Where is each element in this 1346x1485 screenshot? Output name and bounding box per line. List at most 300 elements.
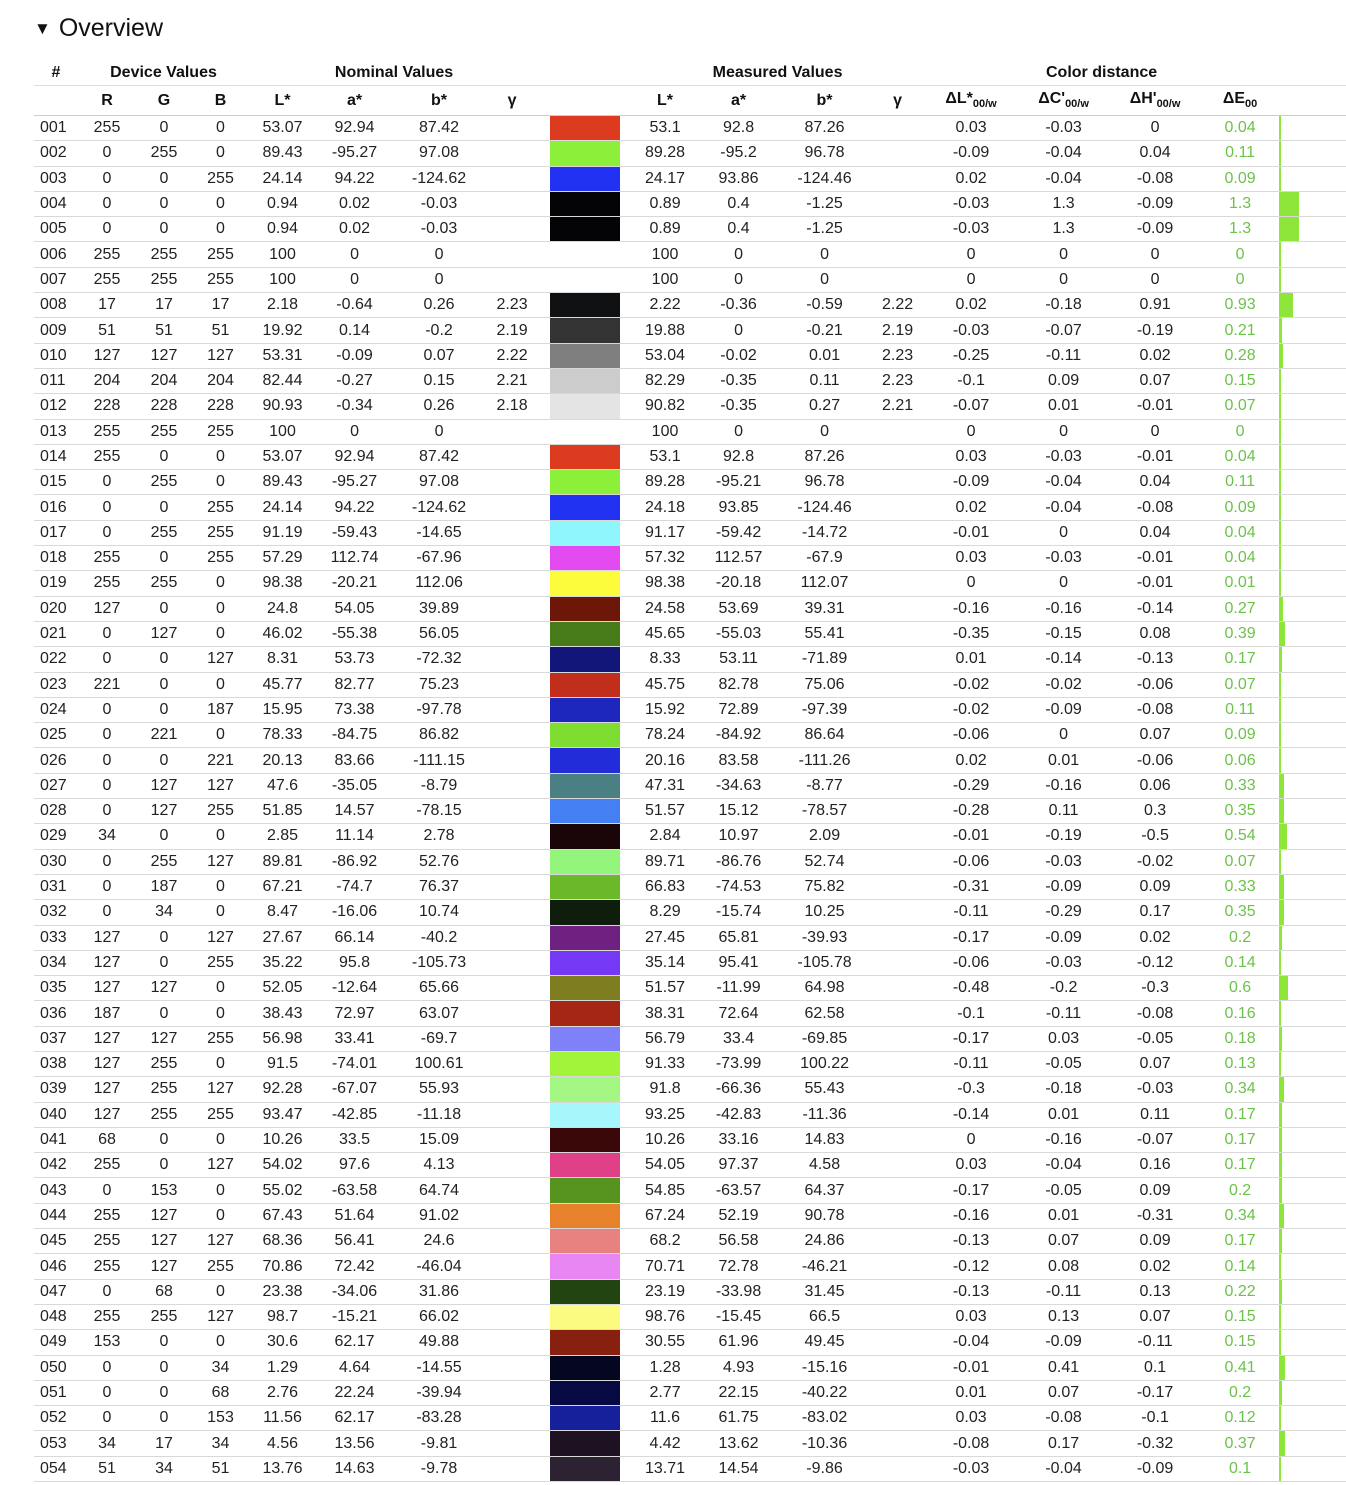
cell-delta-h: -0.19 (1109, 318, 1201, 343)
cell-measured-gamma (871, 444, 924, 469)
color-swatch (550, 445, 620, 469)
cell-nominal-a: 33.41 (316, 1026, 393, 1051)
cell-delta-c: -0.03 (1018, 546, 1109, 571)
cell-nominal-gamma (485, 1001, 539, 1026)
cell-delta-l: -0.03 (924, 217, 1018, 242)
cell-delta-c: -0.07 (1018, 318, 1109, 343)
cell-measured-a: -15.74 (699, 900, 778, 925)
cell-delta-l: -0.16 (924, 596, 1018, 621)
cell-nominal-gamma (485, 849, 539, 874)
cell-measured-l: 54.85 (631, 1178, 699, 1203)
delta-e-bar (1279, 420, 1281, 444)
cell-delta-c: 0 (1018, 520, 1109, 545)
cell-measured-l: 1.28 (631, 1355, 699, 1380)
cell-nominal-l: 55.02 (249, 1178, 316, 1203)
cell-nominal-b: -9.81 (393, 1431, 485, 1456)
cell-nominal-a: 66.14 (316, 925, 393, 950)
cell-nominal-gamma (485, 470, 539, 495)
col-delta-e: $\Delta E_{00}$ (1201, 86, 1279, 116)
cell-nominal-gamma (485, 191, 539, 216)
cell-delta-c: -0.11 (1018, 1279, 1109, 1304)
cell-nominal-l: 1.29 (249, 1355, 316, 1380)
cell-delta-e: 0.04 (1201, 116, 1279, 141)
cell-delta-h: 0 (1109, 267, 1201, 292)
cell-nominal-b: 0 (393, 267, 485, 292)
cell-b: 127 (192, 1153, 249, 1178)
cell-delta-h: -0.11 (1109, 1330, 1201, 1355)
cell-delta-l: -0.06 (924, 849, 1018, 874)
cell-measured-l: 27.45 (631, 925, 699, 950)
cell-g: 127 (136, 799, 192, 824)
cell-delta-e: 0.04 (1201, 444, 1279, 469)
cell-swatch (539, 672, 631, 697)
overview-section-toggle[interactable] (34, 14, 163, 43)
delta-e-bar (1279, 571, 1281, 595)
cell-delta-h: 0.13 (1109, 1279, 1201, 1304)
cell-b: 0 (192, 470, 249, 495)
table-row (34, 950, 1346, 975)
color-distance-header: Color distance (1046, 63, 1158, 81)
cell-delta-l: -0.09 (924, 141, 1018, 166)
cell-delta-c: -0.03 (1018, 950, 1109, 975)
cell-nominal-b: -0.2 (393, 318, 485, 343)
delta-e-bar (1279, 141, 1281, 165)
cell-measured-l: 91.33 (631, 1051, 699, 1076)
cell-delta-e-bar (1279, 141, 1346, 166)
cell-r: 127 (78, 925, 136, 950)
color-swatch (550, 597, 620, 621)
cell-measured-a: 95.41 (699, 950, 778, 975)
cell-measured-gamma (871, 1178, 924, 1203)
cell-delta-h: 0.09 (1109, 1178, 1201, 1203)
cell-measured-l: 8.33 (631, 647, 699, 672)
cell-delta-e-bar (1279, 849, 1346, 874)
cell-measured-a: 0 (699, 419, 778, 444)
cell-swatch (539, 874, 631, 899)
cell-measured-a: 61.75 (699, 1406, 778, 1431)
cell-measured-a: -34.63 (699, 773, 778, 798)
cell-measured-gamma (871, 773, 924, 798)
cell-index: 017 (34, 520, 78, 545)
cell-index: 002 (34, 141, 78, 166)
cell-delta-e-bar (1279, 950, 1346, 975)
cell-measured-b: 55.41 (778, 621, 871, 646)
cell-measured-b: -14.72 (778, 520, 871, 545)
cell-measured-a: -0.36 (699, 293, 778, 318)
cell-measured-gamma (871, 621, 924, 646)
cell-measured-b: -11.36 (778, 1102, 871, 1127)
cell-b: 0 (192, 1330, 249, 1355)
cell-swatch (539, 849, 631, 874)
color-swatch (550, 192, 620, 216)
cell-measured-a: 10.97 (699, 824, 778, 849)
cell-r: 255 (78, 546, 136, 571)
cell-nominal-b: -46.04 (393, 1254, 485, 1279)
cell-b: 127 (192, 849, 249, 874)
delta-e-bar (1279, 1077, 1284, 1101)
cell-index: 013 (34, 419, 78, 444)
table-row (34, 343, 1346, 368)
cell-measured-a: 0 (699, 267, 778, 292)
cell-delta-h: -0.32 (1109, 1431, 1201, 1456)
cell-measured-a: -15.45 (699, 1304, 778, 1329)
cell-nominal-l: 100 (249, 242, 316, 267)
cell-r: 0 (78, 723, 136, 748)
cell-delta-c: -0.03 (1018, 849, 1109, 874)
cell-nominal-l: 89.43 (249, 141, 316, 166)
cell-swatch (539, 950, 631, 975)
cell-delta-e: 0.09 (1201, 723, 1279, 748)
cell-delta-e: 0.15 (1201, 368, 1279, 393)
cell-delta-e: 0.04 (1201, 520, 1279, 545)
cell-delta-c: -0.19 (1018, 824, 1109, 849)
cell-delta-h: -0.09 (1109, 217, 1201, 242)
cell-nominal-l: 2.18 (249, 293, 316, 318)
cell-nominal-b: 65.66 (393, 976, 485, 1001)
cell-b: 0 (192, 1001, 249, 1026)
cell-index: 040 (34, 1102, 78, 1127)
cell-delta-h: -0.3 (1109, 976, 1201, 1001)
cell-nominal-a: 92.94 (316, 116, 393, 141)
cell-nominal-b: 4.13 (393, 1153, 485, 1178)
cell-delta-l: -0.48 (924, 976, 1018, 1001)
table-row (34, 368, 1346, 393)
cell-measured-b: 87.26 (778, 116, 871, 141)
cell-measured-gamma (871, 1431, 924, 1456)
cell-nominal-b: 15.09 (393, 1127, 485, 1152)
cell-g: 255 (136, 1051, 192, 1076)
cell-b: 0 (192, 1279, 249, 1304)
nominal-values-header: Nominal Values (334, 63, 454, 81)
cell-g: 127 (136, 1229, 192, 1254)
color-swatch (550, 470, 620, 494)
cell-index: 029 (34, 824, 78, 849)
cell-delta-l: 0.02 (924, 293, 1018, 318)
cell-delta-h: -0.17 (1109, 1380, 1201, 1405)
cell-g: 0 (136, 1330, 192, 1355)
cell-nominal-l: 15.95 (249, 697, 316, 722)
cell-nominal-a: 0.02 (316, 217, 393, 242)
table-row (34, 267, 1346, 292)
cell-nominal-gamma (485, 1051, 539, 1076)
cell-delta-c: -0.03 (1018, 116, 1109, 141)
cell-measured-a: 0 (699, 318, 778, 343)
cell-delta-e-bar (1279, 773, 1346, 798)
cell-b: 255 (192, 166, 249, 191)
color-swatch (550, 1153, 620, 1177)
cell-nominal-gamma (485, 1254, 539, 1279)
cell-nominal-l: 67.21 (249, 874, 316, 899)
table-row (34, 116, 1346, 141)
cell-nominal-a: -0.64 (316, 293, 393, 318)
delta-e-bar (1279, 1457, 1281, 1481)
cell-measured-a: 83.58 (699, 748, 778, 773)
cell-swatch (539, 495, 631, 520)
cell-g: 255 (136, 571, 192, 596)
cell-index: 008 (34, 293, 78, 318)
cell-measured-b: 52.74 (778, 849, 871, 874)
cell-g: 255 (136, 419, 192, 444)
cell-index: 034 (34, 950, 78, 975)
delta-e-bar (1279, 698, 1281, 722)
cell-delta-l: -0.28 (924, 799, 1018, 824)
cell-swatch (539, 1229, 631, 1254)
cell-delta-h: -0.01 (1109, 444, 1201, 469)
color-swatch (550, 1330, 620, 1354)
cell-delta-e-bar (1279, 571, 1346, 596)
cell-delta-e: 0.15 (1201, 1330, 1279, 1355)
color-swatch (550, 951, 620, 975)
cell-delta-e-bar (1279, 1304, 1346, 1329)
cell-nominal-b: 39.89 (393, 596, 485, 621)
cell-delta-l: -0.06 (924, 723, 1018, 748)
cell-nominal-gamma (485, 1203, 539, 1228)
table-row (34, 495, 1346, 520)
color-swatch (550, 116, 620, 140)
cell-delta-l: 0 (924, 242, 1018, 267)
cell-measured-a: 53.11 (699, 647, 778, 672)
cell-measured-gamma (871, 1279, 924, 1304)
cell-nominal-b: 10.74 (393, 900, 485, 925)
cell-measured-a: 72.64 (699, 1001, 778, 1026)
cell-index: 004 (34, 191, 78, 216)
cell-delta-e: 0.34 (1201, 1203, 1279, 1228)
cell-delta-e-bar (1279, 368, 1346, 393)
cell-index: 009 (34, 318, 78, 343)
cell-g: 0 (136, 950, 192, 975)
color-swatch (550, 344, 620, 368)
color-swatch (550, 1128, 620, 1152)
cell-nominal-l: 52.05 (249, 976, 316, 1001)
cell-g: 221 (136, 723, 192, 748)
cell-g: 127 (136, 1203, 192, 1228)
cell-delta-e: 0.33 (1201, 874, 1279, 899)
cell-delta-h: 0.09 (1109, 1229, 1201, 1254)
cell-measured-a: 52.19 (699, 1203, 778, 1228)
cell-delta-e: 0.11 (1201, 697, 1279, 722)
cell-nominal-l: 100 (249, 419, 316, 444)
cell-r: 255 (78, 1304, 136, 1329)
table-row (34, 1127, 1346, 1152)
table-row (34, 900, 1346, 925)
cell-delta-h: 0.07 (1109, 1304, 1201, 1329)
color-swatch (550, 1103, 620, 1127)
cell-measured-b: 31.45 (778, 1279, 871, 1304)
cell-delta-h: -0.13 (1109, 647, 1201, 672)
table-row (34, 596, 1346, 621)
cell-delta-e: 0.04 (1201, 546, 1279, 571)
cell-index: 001 (34, 116, 78, 141)
cell-delta-e-bar (1279, 217, 1346, 242)
cell-delta-c: -0.11 (1018, 1001, 1109, 1026)
cell-nominal-a: -55.38 (316, 621, 393, 646)
cell-index: 022 (34, 647, 78, 672)
cell-nominal-gamma: 2.21 (485, 368, 539, 393)
cell-b: 34 (192, 1431, 249, 1456)
cell-nominal-l: 0.94 (249, 191, 316, 216)
cell-index: 051 (34, 1380, 78, 1405)
cell-r: 255 (78, 116, 136, 141)
cell-measured-l: 20.16 (631, 748, 699, 773)
cell-b: 0 (192, 723, 249, 748)
cell-b: 255 (192, 242, 249, 267)
table-row (34, 925, 1346, 950)
cell-swatch (539, 1304, 631, 1329)
cell-delta-e: 0.2 (1201, 1178, 1279, 1203)
cell-nominal-a: 0 (316, 267, 393, 292)
cell-measured-gamma (871, 672, 924, 697)
cell-nominal-l: 91.5 (249, 1051, 316, 1076)
cell-g: 255 (136, 1304, 192, 1329)
cell-g: 127 (136, 621, 192, 646)
cell-swatch (539, 647, 631, 672)
cell-nominal-b: 2.78 (393, 824, 485, 849)
cell-nominal-gamma (485, 950, 539, 975)
cell-delta-h: 0.16 (1109, 1153, 1201, 1178)
cell-measured-gamma (871, 1127, 924, 1152)
cell-index: 036 (34, 1001, 78, 1026)
cell-nominal-a: 13.56 (316, 1431, 393, 1456)
cell-nominal-gamma (485, 444, 539, 469)
cell-delta-e-bar (1279, 1203, 1346, 1228)
cell-nominal-a: -86.92 (316, 849, 393, 874)
cell-nominal-l: 93.47 (249, 1102, 316, 1127)
cell-measured-gamma (871, 900, 924, 925)
cell-nominal-b: 0.26 (393, 394, 485, 419)
cell-delta-h: -0.07 (1109, 1127, 1201, 1152)
cell-delta-e-bar (1279, 1330, 1346, 1355)
cell-measured-l: 98.76 (631, 1304, 699, 1329)
cell-swatch (539, 1178, 631, 1203)
delta-e-bar (1279, 242, 1281, 266)
cell-delta-e-bar (1279, 1456, 1346, 1481)
cell-delta-l: -0.11 (924, 900, 1018, 925)
cell-nominal-gamma (485, 1153, 539, 1178)
cell-r: 127 (78, 1026, 136, 1051)
cell-delta-l: -0.3 (924, 1077, 1018, 1102)
cell-measured-l: 90.82 (631, 394, 699, 419)
cell-nominal-b: -8.79 (393, 773, 485, 798)
cell-nominal-b: 24.6 (393, 1229, 485, 1254)
cell-b: 255 (192, 520, 249, 545)
cell-measured-b: 39.31 (778, 596, 871, 621)
cell-nominal-a: 54.05 (316, 596, 393, 621)
table-row (34, 520, 1346, 545)
cell-nominal-a: 97.6 (316, 1153, 393, 1178)
cell-measured-gamma (871, 141, 924, 166)
cell-delta-h: -0.01 (1109, 546, 1201, 571)
cell-measured-a: 82.78 (699, 672, 778, 697)
cell-b: 0 (192, 621, 249, 646)
cell-swatch (539, 723, 631, 748)
cell-measured-a: 33.16 (699, 1127, 778, 1152)
delta-e-bar (1279, 1330, 1281, 1354)
cell-nominal-a: 92.94 (316, 444, 393, 469)
table-row (34, 976, 1346, 1001)
cell-nominal-b: 0.07 (393, 343, 485, 368)
cell-nominal-gamma (485, 1456, 539, 1481)
cell-measured-gamma (871, 1203, 924, 1228)
cell-r: 0 (78, 697, 136, 722)
cell-measured-b: -9.86 (778, 1456, 871, 1481)
cell-delta-e: 0.35 (1201, 900, 1279, 925)
cell-delta-e: 0.16 (1201, 1001, 1279, 1026)
cell-r: 0 (78, 166, 136, 191)
cell-nominal-b: -97.78 (393, 697, 485, 722)
cell-nominal-b: -9.78 (393, 1456, 485, 1481)
cell-delta-l: -0.17 (924, 1026, 1018, 1051)
cell-delta-e: 0.09 (1201, 166, 1279, 191)
cell-nominal-b: 55.93 (393, 1077, 485, 1102)
cell-delta-h: -0.09 (1109, 1456, 1201, 1481)
cell-delta-h: -0.08 (1109, 166, 1201, 191)
cell-b: 127 (192, 343, 249, 368)
cell-nominal-gamma (485, 976, 539, 1001)
cell-nominal-l: 46.02 (249, 621, 316, 646)
color-swatch (550, 850, 620, 874)
cell-swatch (539, 1406, 631, 1431)
cell-delta-l: -0.12 (924, 1254, 1018, 1279)
cell-index: 010 (34, 343, 78, 368)
cell-r: 127 (78, 343, 136, 368)
cell-delta-h: -0.01 (1109, 394, 1201, 419)
cell-measured-l: 11.6 (631, 1406, 699, 1431)
cell-nominal-a: 94.22 (316, 166, 393, 191)
cell-delta-e: 0.22 (1201, 1279, 1279, 1304)
cell-delta-e: 0.17 (1201, 1102, 1279, 1127)
col-r: R (78, 86, 136, 116)
color-swatch (550, 141, 620, 165)
cell-measured-l: 45.75 (631, 672, 699, 697)
col-g: G (136, 86, 192, 116)
table-row (34, 773, 1346, 798)
cell-delta-h: -0.05 (1109, 1026, 1201, 1051)
cell-b: 51 (192, 1456, 249, 1481)
cell-delta-e-bar (1279, 1229, 1346, 1254)
cell-swatch (539, 824, 631, 849)
cell-measured-l: 45.65 (631, 621, 699, 646)
cell-nominal-l: 27.67 (249, 925, 316, 950)
cell-delta-c: 0.13 (1018, 1304, 1109, 1329)
cell-delta-h: 0.11 (1109, 1102, 1201, 1127)
cell-swatch (539, 1254, 631, 1279)
cell-nominal-gamma (485, 1127, 539, 1152)
cell-delta-l: -0.14 (924, 1102, 1018, 1127)
cell-g: 255 (136, 242, 192, 267)
collapse-caret-icon: ▼ (34, 19, 51, 38)
cell-nominal-b: -14.55 (393, 1355, 485, 1380)
cell-nominal-gamma (485, 647, 539, 672)
cell-b: 255 (192, 1026, 249, 1051)
cell-r: 255 (78, 1254, 136, 1279)
cell-b: 255 (192, 1254, 249, 1279)
cell-delta-l: 0.02 (924, 495, 1018, 520)
cell-r: 255 (78, 1203, 136, 1228)
cell-nominal-l: 8.47 (249, 900, 316, 925)
delta-e-bar (1279, 521, 1281, 545)
cell-measured-l: 51.57 (631, 799, 699, 824)
cell-g: 0 (136, 748, 192, 773)
cell-b: 0 (192, 900, 249, 925)
cell-measured-a: -20.18 (699, 571, 778, 596)
cell-nominal-l: 67.43 (249, 1203, 316, 1228)
cell-measured-b: -111.26 (778, 748, 871, 773)
cell-nominal-b: 100.61 (393, 1051, 485, 1076)
cell-delta-e-bar (1279, 723, 1346, 748)
color-swatch (550, 268, 620, 292)
cell-r: 0 (78, 520, 136, 545)
cell-delta-h: -0.1 (1109, 1406, 1201, 1431)
